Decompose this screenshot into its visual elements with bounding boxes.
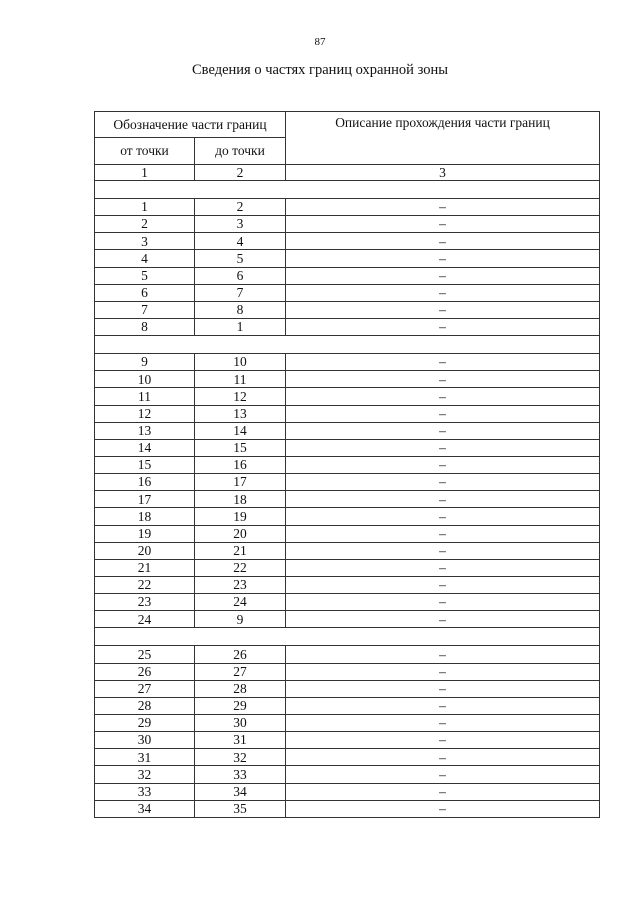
header-row [95, 112, 600, 138]
table-row [95, 456, 600, 473]
from-point-cell: 26 [95, 663, 195, 680]
from-point-cell: 20 [95, 542, 195, 559]
to-point-cell: 20 [195, 525, 286, 542]
section-separator-cell [95, 181, 600, 199]
header-boundary-designation: Обозначение части границ [95, 112, 286, 138]
table-row [95, 611, 600, 628]
description-cell: – [286, 594, 600, 611]
to-point-cell: 12 [195, 388, 286, 405]
description-cell: – [286, 732, 600, 749]
to-point-cell: 21 [195, 542, 286, 559]
description-cell: – [286, 491, 600, 508]
from-point-cell: 28 [95, 697, 195, 714]
to-point-cell: 16 [195, 456, 286, 473]
table-row [95, 491, 600, 508]
description-cell: – [286, 371, 600, 388]
to-point-cell: 9 [195, 611, 286, 628]
from-point-cell: 9 [95, 354, 195, 371]
from-point-cell: 10 [95, 371, 195, 388]
to-point-cell: 22 [195, 559, 286, 576]
table-row [95, 783, 600, 800]
to-point-cell: 10 [195, 354, 286, 371]
header-from-point: от точки [95, 138, 195, 165]
document-title: Сведения о частях границ охранной зоны [192, 62, 448, 78]
table-row [95, 697, 600, 714]
to-point-cell: 4 [195, 233, 286, 250]
table-row [95, 732, 600, 749]
table-row [95, 439, 600, 456]
to-point-cell: 29 [195, 697, 286, 714]
header-description: Описание прохождения части границ [286, 112, 600, 165]
description-cell: – [286, 576, 600, 593]
description-cell: – [286, 525, 600, 542]
description-cell: – [286, 388, 600, 405]
description-cell: – [286, 216, 600, 233]
to-point-cell: 19 [195, 508, 286, 525]
description-cell: – [286, 680, 600, 697]
description-cell: – [286, 354, 600, 371]
from-point-cell: 33 [95, 783, 195, 800]
table-body [95, 112, 600, 818]
from-point-cell: 19 [95, 525, 195, 542]
table-row [95, 680, 600, 697]
description-cell: – [286, 456, 600, 473]
from-point-cell: 32 [95, 766, 195, 783]
table-row [95, 800, 600, 817]
table-row [95, 749, 600, 766]
description-cell: – [286, 267, 600, 284]
description-cell: – [286, 800, 600, 817]
to-point-cell: 5 [195, 250, 286, 267]
table-row [95, 371, 600, 388]
section-separator-cell [95, 628, 600, 646]
table-row [95, 576, 600, 593]
description-cell: – [286, 697, 600, 714]
table-row [95, 199, 600, 216]
table-row [95, 267, 600, 284]
description-cell: – [286, 199, 600, 216]
from-point-cell: 7 [95, 301, 195, 318]
to-point-cell: 7 [195, 284, 286, 301]
from-point-cell: 11 [95, 388, 195, 405]
from-point-cell: 25 [95, 646, 195, 663]
description-cell: – [286, 559, 600, 576]
table-row [95, 354, 600, 371]
description-cell: – [286, 233, 600, 250]
to-point-cell: 14 [195, 422, 286, 439]
from-point-cell: 31 [95, 749, 195, 766]
table-row [95, 714, 600, 731]
from-point-cell: 14 [95, 439, 195, 456]
table-row [95, 766, 600, 783]
table-row [95, 216, 600, 233]
from-point-cell: 23 [95, 594, 195, 611]
to-point-cell: 30 [195, 714, 286, 731]
table-row [95, 542, 600, 559]
from-point-cell: 34 [95, 800, 195, 817]
table-row [95, 318, 600, 335]
table-row [95, 525, 600, 542]
to-point-cell: 3 [195, 216, 286, 233]
table-row [95, 508, 600, 525]
column-index-cell: 2 [195, 165, 286, 181]
from-point-cell: 22 [95, 576, 195, 593]
to-point-cell: 24 [195, 594, 286, 611]
description-cell: – [286, 318, 600, 335]
description-cell: – [286, 508, 600, 525]
from-point-cell: 16 [95, 474, 195, 491]
to-point-cell: 15 [195, 439, 286, 456]
from-point-cell: 2 [95, 216, 195, 233]
section-separator-cell [95, 336, 600, 354]
table-row [95, 388, 600, 405]
description-cell: – [286, 301, 600, 318]
to-point-cell: 1 [195, 318, 286, 335]
description-cell: – [286, 474, 600, 491]
to-point-cell: 34 [195, 783, 286, 800]
description-cell: – [286, 250, 600, 267]
section-separator-row [95, 181, 600, 199]
description-cell: – [286, 284, 600, 301]
to-point-cell: 13 [195, 405, 286, 422]
from-point-cell: 5 [95, 267, 195, 284]
description-cell: – [286, 439, 600, 456]
to-point-cell: 27 [195, 663, 286, 680]
to-point-cell: 32 [195, 749, 286, 766]
description-cell: – [286, 542, 600, 559]
table-row [95, 559, 600, 576]
to-point-cell: 31 [195, 732, 286, 749]
table-row [95, 301, 600, 318]
table-row [95, 663, 600, 680]
from-point-cell: 1 [95, 199, 195, 216]
description-cell: – [286, 611, 600, 628]
description-cell: – [286, 766, 600, 783]
description-cell: – [286, 749, 600, 766]
table-row [95, 474, 600, 491]
to-point-cell: 26 [195, 646, 286, 663]
to-point-cell: 23 [195, 576, 286, 593]
description-cell: – [286, 783, 600, 800]
to-point-cell: 28 [195, 680, 286, 697]
header-to-point: до точки [195, 138, 286, 165]
to-point-cell: 35 [195, 800, 286, 817]
table-row [95, 422, 600, 439]
from-point-cell: 29 [95, 714, 195, 731]
section-separator-row [95, 628, 600, 646]
from-point-cell: 30 [95, 732, 195, 749]
table-row [95, 646, 600, 663]
from-point-cell: 12 [95, 405, 195, 422]
to-point-cell: 17 [195, 474, 286, 491]
column-index-row [95, 165, 600, 181]
boundary-parts-table [94, 111, 600, 818]
from-point-cell: 18 [95, 508, 195, 525]
table-row [95, 250, 600, 267]
table-row [95, 284, 600, 301]
from-point-cell: 21 [95, 559, 195, 576]
from-point-cell: 15 [95, 456, 195, 473]
description-cell: – [286, 646, 600, 663]
from-point-cell: 8 [95, 318, 195, 335]
to-point-cell: 33 [195, 766, 286, 783]
from-point-cell: 24 [95, 611, 195, 628]
description-cell: – [286, 405, 600, 422]
column-index-cell: 3 [286, 165, 600, 181]
table-row [95, 405, 600, 422]
from-point-cell: 13 [95, 422, 195, 439]
page-number: 87 [314, 36, 326, 48]
from-point-cell: 3 [95, 233, 195, 250]
from-point-cell: 27 [95, 680, 195, 697]
from-point-cell: 6 [95, 284, 195, 301]
from-point-cell: 17 [95, 491, 195, 508]
description-cell: – [286, 714, 600, 731]
to-point-cell: 18 [195, 491, 286, 508]
description-cell: – [286, 422, 600, 439]
description-cell: – [286, 663, 600, 680]
to-point-cell: 2 [195, 199, 286, 216]
column-index-cell: 1 [95, 165, 195, 181]
from-point-cell: 4 [95, 250, 195, 267]
to-point-cell: 11 [195, 371, 286, 388]
table-row [95, 594, 600, 611]
to-point-cell: 6 [195, 267, 286, 284]
section-separator-row [95, 336, 600, 354]
table-row [95, 233, 600, 250]
to-point-cell: 8 [195, 301, 286, 318]
